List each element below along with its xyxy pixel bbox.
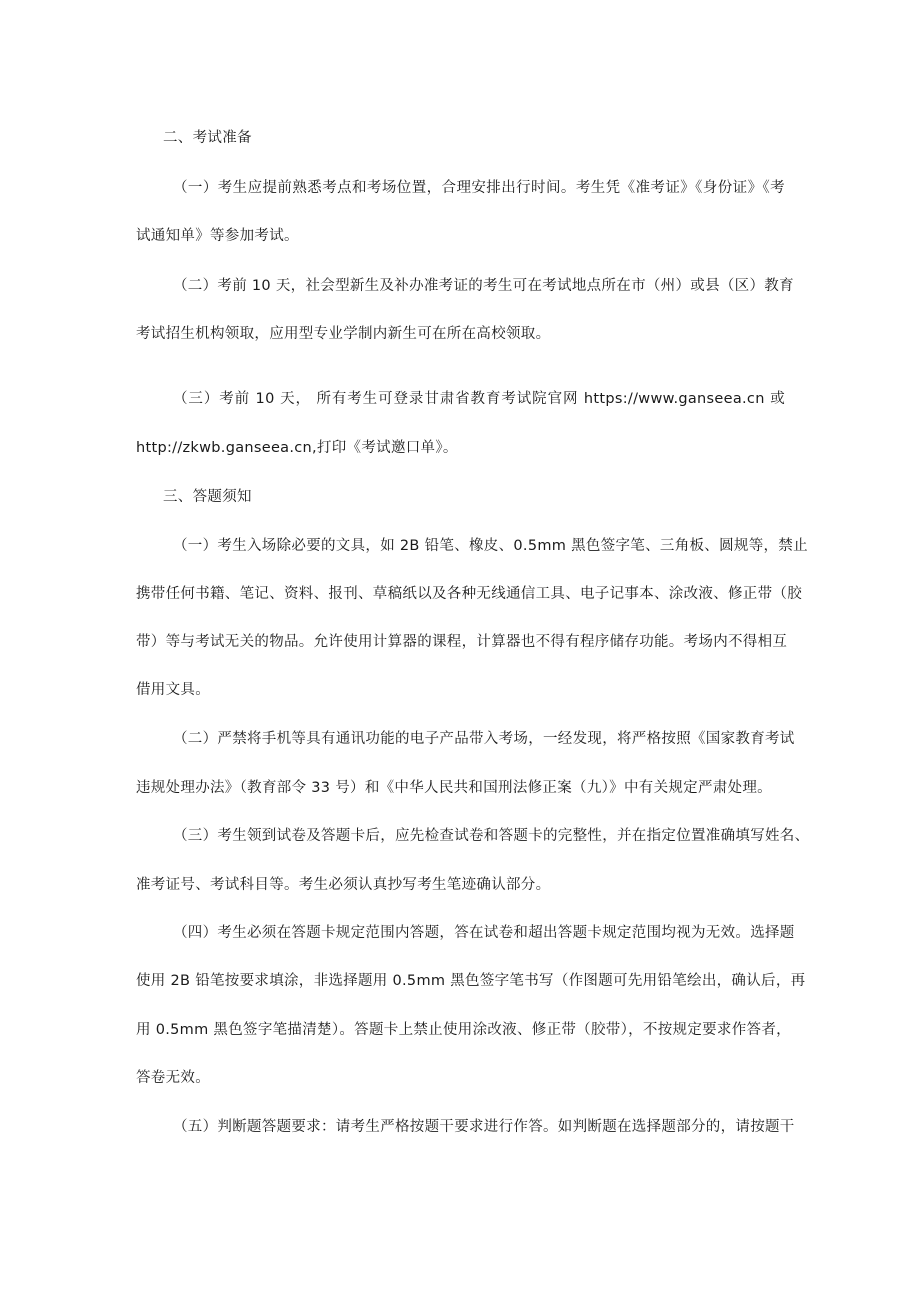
paragraph-line: （四）考生必须在答题卡规定范围内答题，答在试卷和超出答题卡规定范围均视为无效。选择题 <box>173 925 795 941</box>
paragraph-line: 携带任何书籍、笔记、资料、报刊、草稿纸以及各种无线通信工具、电子记事本、涂改液、修正带（胶 <box>136 586 802 602</box>
paragraph-line: （三）考前 10 天， 所有考生可登录甘肃省教育考试院官网 https://www.ganseea.cn 或 <box>173 391 785 407</box>
paragraph-line: （二）严禁将手机等具有通讯功能的电子产品带入考场，一经发现，将严格按照《国家教育考试 <box>173 731 795 747</box>
paragraph-line: （一）考生入场除必要的文具，如 2B 铅笔、橡皮、0.5mm 黑色签字笔、三角板、圆规等，禁止 <box>173 538 808 554</box>
paragraph-line: （五）判断题答题要求：请考生严格按题干要求进行作答。如判断题在选择题部分的，请按题干 <box>173 1119 795 1135</box>
paragraph-line: （三）考生领到试卷及答题卡后，应先检查试卷和答题卡的完整性，并在指定位置准确填写姓名、 <box>173 828 810 844</box>
paragraph-line: 使用 2B 铅笔按要求填涂，非选择题用 0.5mm 黑色签字笔书写（作图题可先用铅笔绘出，确认后，再 <box>136 973 806 989</box>
paragraph-line: 用 0.5mm 黑色签字笔描清楚）。答题卡上禁止使用涂改液、修正带（胶带），不按规定要求作答者， <box>136 1022 791 1038</box>
paragraph-line: 借用文具。 <box>136 682 210 698</box>
paragraph-line: 准考证号、考试科目等。考生必须认真抄写考生笔迹确认部分。 <box>136 877 551 893</box>
section-heading-answer-instructions: 三、答题须知 <box>163 489 252 505</box>
paragraph-line: 违规处理办法》（教育部令 33 号）和《中华人民共和国刑法修正案（九）》中有关规定严肃处理。 <box>136 780 772 796</box>
paragraph-line: 答卷无效。 <box>136 1070 210 1086</box>
paragraph-line: http://zkwb.ganseea.cn,打印《考试邀口单》。 <box>136 440 458 456</box>
paragraph-line: 带）等与考试无关的物品。允许使用计算器的课程，计算器也不得有程序储存功能。考场内不得相互 <box>136 634 788 650</box>
paragraph-line: 考试招生机构领取，应用型专业学制内新生可在所在高校领取。 <box>136 326 551 342</box>
paragraph-line: 试通知单》等参加考试。 <box>136 228 299 244</box>
paragraph-line: （二）考前 10 天，社会型新生及补办准考证的考生可在考试地点所在市（州）或县（区）教育 <box>173 278 794 294</box>
paragraph-line: （一）考生应提前熟悉考点和考场位置，合理安排出行时间。考生凭《准考证》《身份证》《考 <box>173 180 785 196</box>
section-heading-exam-preparation: 二、考试准备 <box>163 130 252 146</box>
